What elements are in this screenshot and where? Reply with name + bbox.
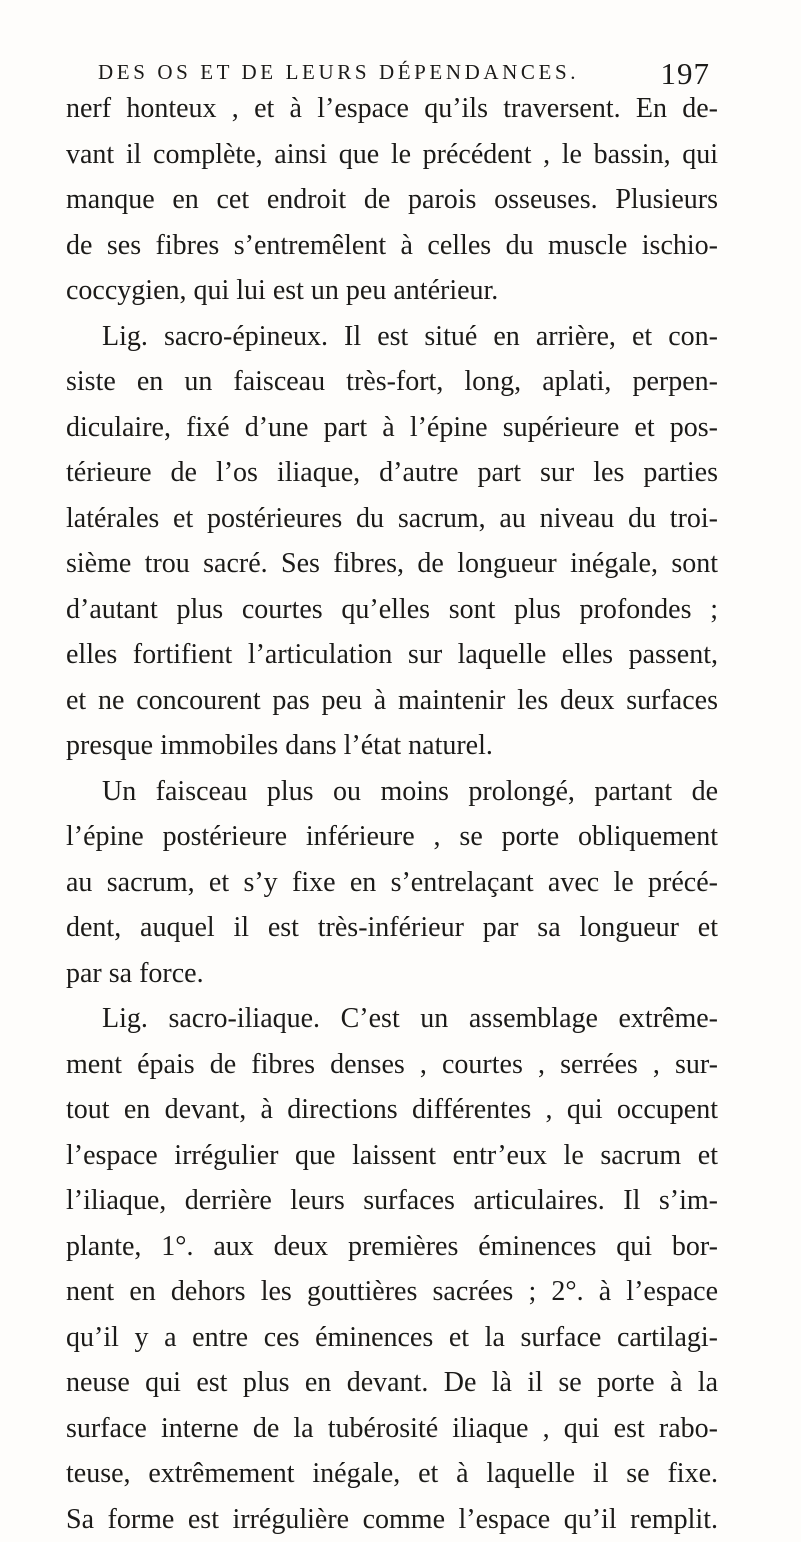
text-line: plante, 1°. aux deux premières éminences qui bor- bbox=[66, 1224, 718, 1270]
text-line: nent en dehors les gouttières sacrées ; 2°. à l’espace bbox=[66, 1269, 718, 1315]
text-line: latérales et postérieures du sacrum, au niveau du troi- bbox=[66, 496, 718, 542]
text-line: manque en cet endroit de parois osseuses. Plusieurs bbox=[66, 177, 718, 223]
text-line: tout en devant, à directions différentes , qui occupent bbox=[66, 1087, 718, 1133]
text-line: Lig. sacro-iliaque. C’est un assemblage extrême- bbox=[66, 996, 718, 1042]
text-line: ment épais de fibres denses , courtes , serrées , sur- bbox=[66, 1042, 718, 1088]
text-line: de ses fibres s’entremêlent à celles du muscle ischio- bbox=[66, 223, 718, 269]
text-line: elles fortifient l’articulation sur laquelle elles passent, bbox=[66, 632, 718, 678]
text-line: surface interne de la tubérosité iliaque , qui est rabo- bbox=[66, 1406, 718, 1452]
text-line: nerf honteux , et à l’espace qu’ils traversent. En de- bbox=[66, 86, 718, 132]
text-line: au sacrum, et s’y fixe en s’entrelaçant avec le précé- bbox=[66, 860, 718, 906]
text-line: teuse, extrêmement inégale, et à laquelle il se fixe. bbox=[66, 1451, 718, 1497]
text-line: par sa force. bbox=[66, 951, 718, 997]
text-line: presque immobiles dans l’état naturel. bbox=[66, 723, 718, 769]
text-line: l’espace irrégulier que laissent entr’eux le sacrum et bbox=[66, 1133, 718, 1179]
running-head-title: DES OS ET DE LEURS DÉPENDANCES. bbox=[98, 60, 579, 85]
text-line: et ne concourent pas peu à maintenir les deux surfaces bbox=[66, 678, 718, 724]
text-line: l’iliaque, derrière leurs surfaces articulaires. Il s’im- bbox=[66, 1178, 718, 1224]
text-line: sième trou sacré. Ses fibres, de longueur inégale, sont bbox=[66, 541, 718, 587]
text-line: vant il complète, ainsi que le précédent , le bassin, qui bbox=[66, 132, 718, 178]
text-line: qu’il y a entre ces éminences et la surface cartilagi- bbox=[66, 1315, 718, 1361]
text-line: dent, auquel il est très-inférieur par sa longueur et bbox=[66, 905, 718, 951]
text-line: diculaire, fixé d’une part à l’épine supérieure et pos- bbox=[66, 405, 718, 451]
text-line: térieure de l’os iliaque, d’autre part sur les parties bbox=[66, 450, 718, 496]
text-line: siste en un faisceau très-fort, long, aplati, perpen- bbox=[66, 359, 718, 405]
text-line: Un faisceau plus ou moins prolongé, partant de bbox=[66, 769, 718, 815]
body-text bbox=[66, 86, 718, 1542]
text-line: Sa forme est irrégulière comme l’espace qu’il remplit. bbox=[66, 1497, 718, 1542]
text-line: neuse qui est plus en devant. De là il se porte à la bbox=[66, 1360, 718, 1406]
text-line: d’autant plus courtes qu’elles sont plus profondes ; bbox=[66, 587, 718, 633]
page-number: 197 bbox=[661, 56, 711, 92]
text-line: Lig. sacro-épineux. Il est situé en arrière, et con- bbox=[66, 314, 718, 360]
text-line: l’épine postérieure inférieure , se porte obliquement bbox=[66, 814, 718, 860]
text-line: coccygien, qui lui est un peu antérieur. bbox=[66, 268, 718, 314]
